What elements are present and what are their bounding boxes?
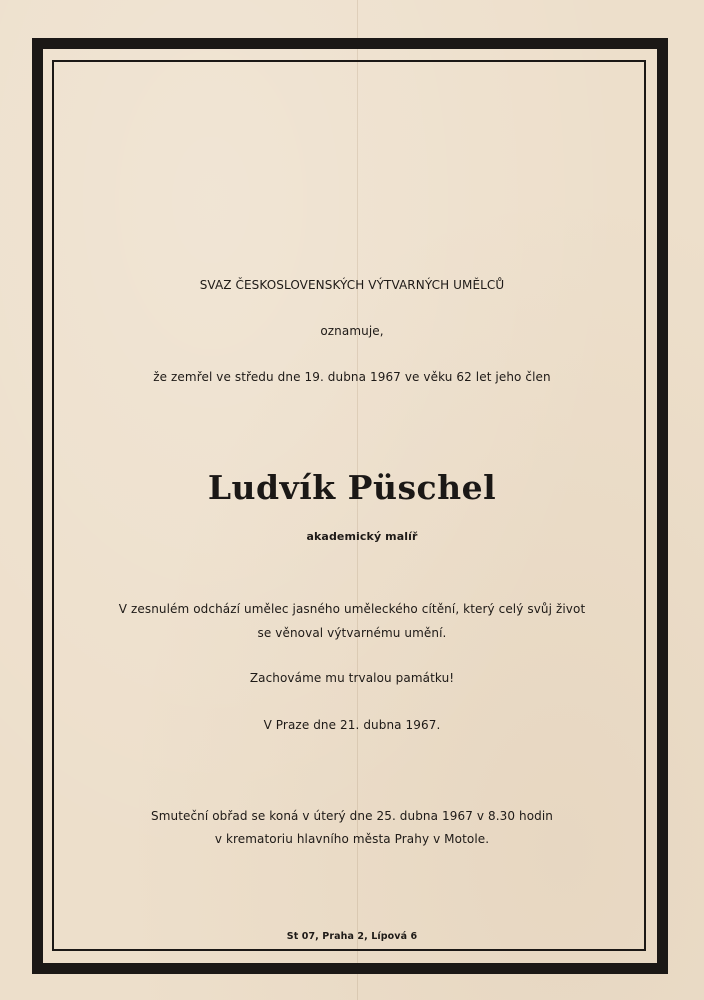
place-and-date: V Praze dne 21. dubna 1967.	[263, 718, 441, 732]
death-statement: že zemřel ve středu dne 19. dubna 1967 ve věku 62 let jeho člen	[153, 370, 551, 384]
remembrance-text: Zachováme mu trvalou památku!	[249, 671, 455, 685]
tribute-line-1: V zesnulém odchází umělec jasného uměleckého cítění, který celý svůj život	[118, 602, 586, 616]
organization-heading: SVAZ ČESKOSLOVENSKÝCH VÝTVARNÝCH UMĚLCŮ	[199, 278, 505, 292]
printer-mark: St 07, Praha 2, Lípová 6	[286, 931, 418, 942]
ceremony-line-1: Smuteční obřad se koná v úterý dne 25. dubna 1967 v 8.30 hodin	[150, 809, 553, 823]
deceased-profession: akademický malíř	[306, 530, 418, 543]
tribute-line-2: se věnoval výtvarnému umění.	[257, 626, 447, 640]
ceremony-line-2: v krematoriu hlavního města Prahy v Motole.	[214, 832, 490, 846]
announces-text: oznamuje,	[320, 324, 384, 338]
deceased-name: Ludvík Püschel	[207, 468, 497, 507]
